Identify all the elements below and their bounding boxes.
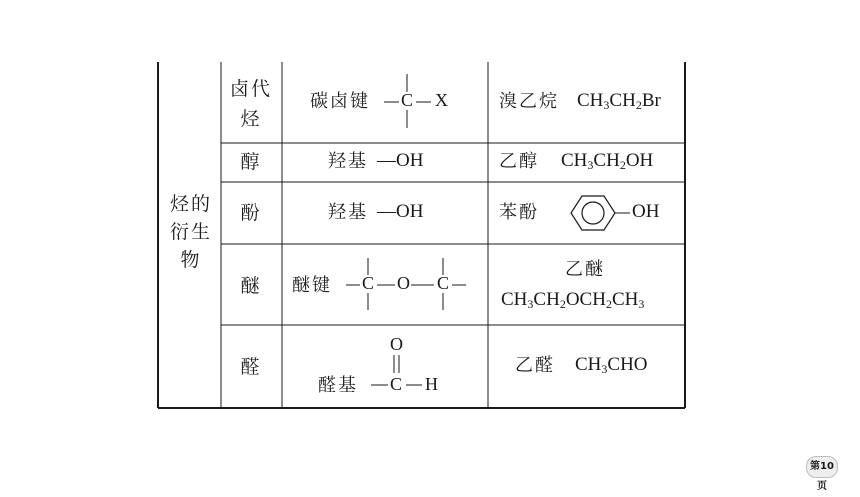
example-name-phenol: 苯酚 bbox=[499, 202, 539, 223]
example-formula-ethanol: $CH_3CH_2OH$ bbox=[561, 150, 654, 172]
group-name-aldehyde: 醛基 bbox=[318, 375, 358, 396]
example-name-bromoethane: 溴乙烷 bbox=[499, 91, 559, 112]
example-formula-bromoethane: $CH_3CH_2Br$ bbox=[577, 90, 661, 112]
group-name-hydroxyl: 羟基 bbox=[328, 151, 368, 172]
example-formula-phenol-oh: OH bbox=[632, 201, 660, 222]
aldehyde-carbon-atom: C bbox=[390, 374, 403, 394]
category-label: 烃的衍生物 bbox=[169, 193, 212, 271]
example-name-acetaldehyde: 乙醛 bbox=[515, 355, 555, 376]
benzene-ring-icon bbox=[571, 196, 630, 230]
halogen-atom: X bbox=[435, 90, 448, 110]
example-formula-ether: $CH_3CH_2OCH_2CH_3$ bbox=[501, 289, 645, 311]
type-phenol: 酚 bbox=[240, 202, 262, 224]
ether-carbon-right: C bbox=[437, 273, 450, 293]
example-name-ether: 乙醚 bbox=[565, 259, 605, 280]
group-formula-hydroxyl: —OH bbox=[377, 150, 424, 171]
example-name-ethanol: 乙醇 bbox=[499, 151, 539, 172]
type-alcohol: 醇 bbox=[240, 151, 262, 173]
group-formula-hydroxyl-phenol: —OH bbox=[377, 201, 424, 222]
ether-oxygen-atom: O bbox=[397, 273, 410, 293]
group-name-carbon-halogen: 碳卤键 bbox=[310, 91, 370, 112]
page-number-badge: 第10页 bbox=[806, 456, 838, 478]
ether-carbon-left: C bbox=[362, 273, 375, 293]
example-formula-acetaldehyde: $CH_3CHO$ bbox=[575, 354, 648, 376]
group-name-ether-bond: 醚键 bbox=[292, 275, 332, 296]
group-name-hydroxyl-phenol: 羟基 bbox=[328, 202, 368, 223]
aldehyde-hydrogen-atom: H bbox=[425, 374, 438, 394]
carbon-atom: C bbox=[401, 90, 414, 110]
type-aldehyde: 醛 bbox=[240, 356, 262, 378]
type-haloalkane: 卤代烃 bbox=[229, 78, 272, 130]
type-ether: 醚 bbox=[240, 275, 262, 297]
aldehyde-oxygen-atom: O bbox=[390, 334, 403, 354]
